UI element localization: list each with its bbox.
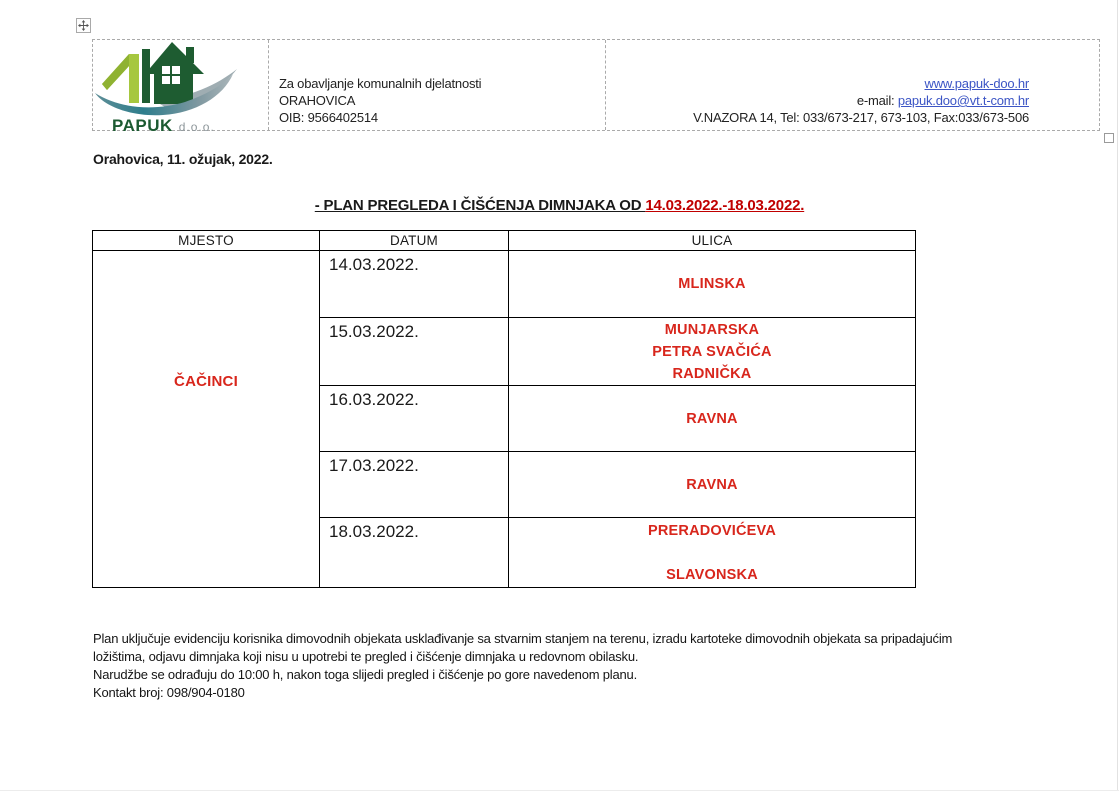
street-name: RAVNA <box>686 476 738 493</box>
date-cell: 18.03.2022. <box>320 518 509 588</box>
table-header-row <box>93 231 916 251</box>
note-line: Plan uključuje evidenciju korisnika dimovodnih objekata usklađivanje sa stvarnim stanjem na terenu, izradu kartoteke dimovodnih objekata sa pripadajućim <box>93 631 953 646</box>
company-activity: Za obavljanje komunalnih djelatnosti <box>279 76 482 91</box>
street-cell <box>509 452 916 518</box>
contact-address-line: V.NAZORA 14, Tel: 033/673-217, 673-103, Fax:033/673-506 <box>693 110 1029 125</box>
date-cell: 14.03.2022. <box>320 251 509 318</box>
note-line: ložištima, odjavu dimnjaka koji nisu u upotrebi te pregled i čišćenje dimnjaka u redovnom obilasku. <box>93 649 639 664</box>
website-link[interactable]: www.papuk-doo.hr <box>924 76 1029 91</box>
street-cell <box>509 518 916 588</box>
street-name: PRERADOVIĆEVA <box>647 522 777 539</box>
papuk-logo-icon <box>95 41 245 116</box>
plan-table <box>92 230 916 588</box>
title-prefix: - PLAN PREGLEDA I ČIŠĆENJA DIMNJAKA OD <box>314 197 646 214</box>
street-name: RADNIČKA <box>672 365 752 382</box>
email-label: e-mail: <box>856 93 898 108</box>
header-ulica: ULICA <box>509 231 916 251</box>
note-contact: Kontakt broj: 098/904-0180 <box>93 685 245 700</box>
header-datum: DATUM <box>320 231 509 251</box>
table-move-handle[interactable] <box>76 18 91 33</box>
note-line: Narudžbe se odrađuju do 10:00 h, nakon toga slijedi pregled i čišćenje po gore navedenom planu. <box>93 667 637 682</box>
contact-website-line <box>606 75 1029 92</box>
header-mjesto: MJESTO <box>93 231 320 251</box>
place-cell <box>93 251 320 588</box>
logo-cell <box>93 40 268 135</box>
date-cell: 16.03.2022. <box>320 386 509 452</box>
date-cell: 17.03.2022. <box>320 452 509 518</box>
logo-brand-text: PAPUK <box>112 116 173 135</box>
contact-info-cell <box>606 40 1099 130</box>
street-cell <box>509 386 916 452</box>
street-name: SLAVONSKA <box>666 566 758 583</box>
company-oib: OIB: 9566402514 <box>279 110 378 125</box>
date-cell: 15.03.2022. <box>320 318 509 386</box>
company-city: ORAHOVICA <box>279 93 356 108</box>
logo-wordmark <box>112 116 215 136</box>
move-icon <box>78 20 89 31</box>
page-edge-right <box>1117 0 1118 791</box>
table-row <box>93 251 916 318</box>
street-name: RAVNA <box>686 410 738 427</box>
footer-notes <box>93 630 952 702</box>
company-info-cell <box>268 40 606 130</box>
logo-suffix-text: d.o.o. <box>178 120 215 134</box>
page-title <box>0 197 1119 214</box>
table-resize-handle[interactable] <box>1104 133 1114 143</box>
street-cell <box>509 251 916 318</box>
place-name: ČAČINCI <box>174 373 238 390</box>
street-name: PETRA SVAČIĆA <box>652 343 772 360</box>
document-dateline: Orahovica, 11. ožujak, 2022. <box>93 151 273 167</box>
contact-email-line <box>606 92 1029 109</box>
street-cell <box>509 318 916 386</box>
street-name-blank <box>509 542 915 564</box>
letterhead-table <box>92 39 1100 135</box>
street-name: MUNJARSKA <box>664 321 760 338</box>
email-link[interactable]: papuk.doo@vt.t-com.hr <box>897 93 1029 108</box>
street-name: MLINSKA <box>678 276 746 292</box>
title-date-range: 14.03.2022.-18.03.2022. <box>645 197 805 214</box>
